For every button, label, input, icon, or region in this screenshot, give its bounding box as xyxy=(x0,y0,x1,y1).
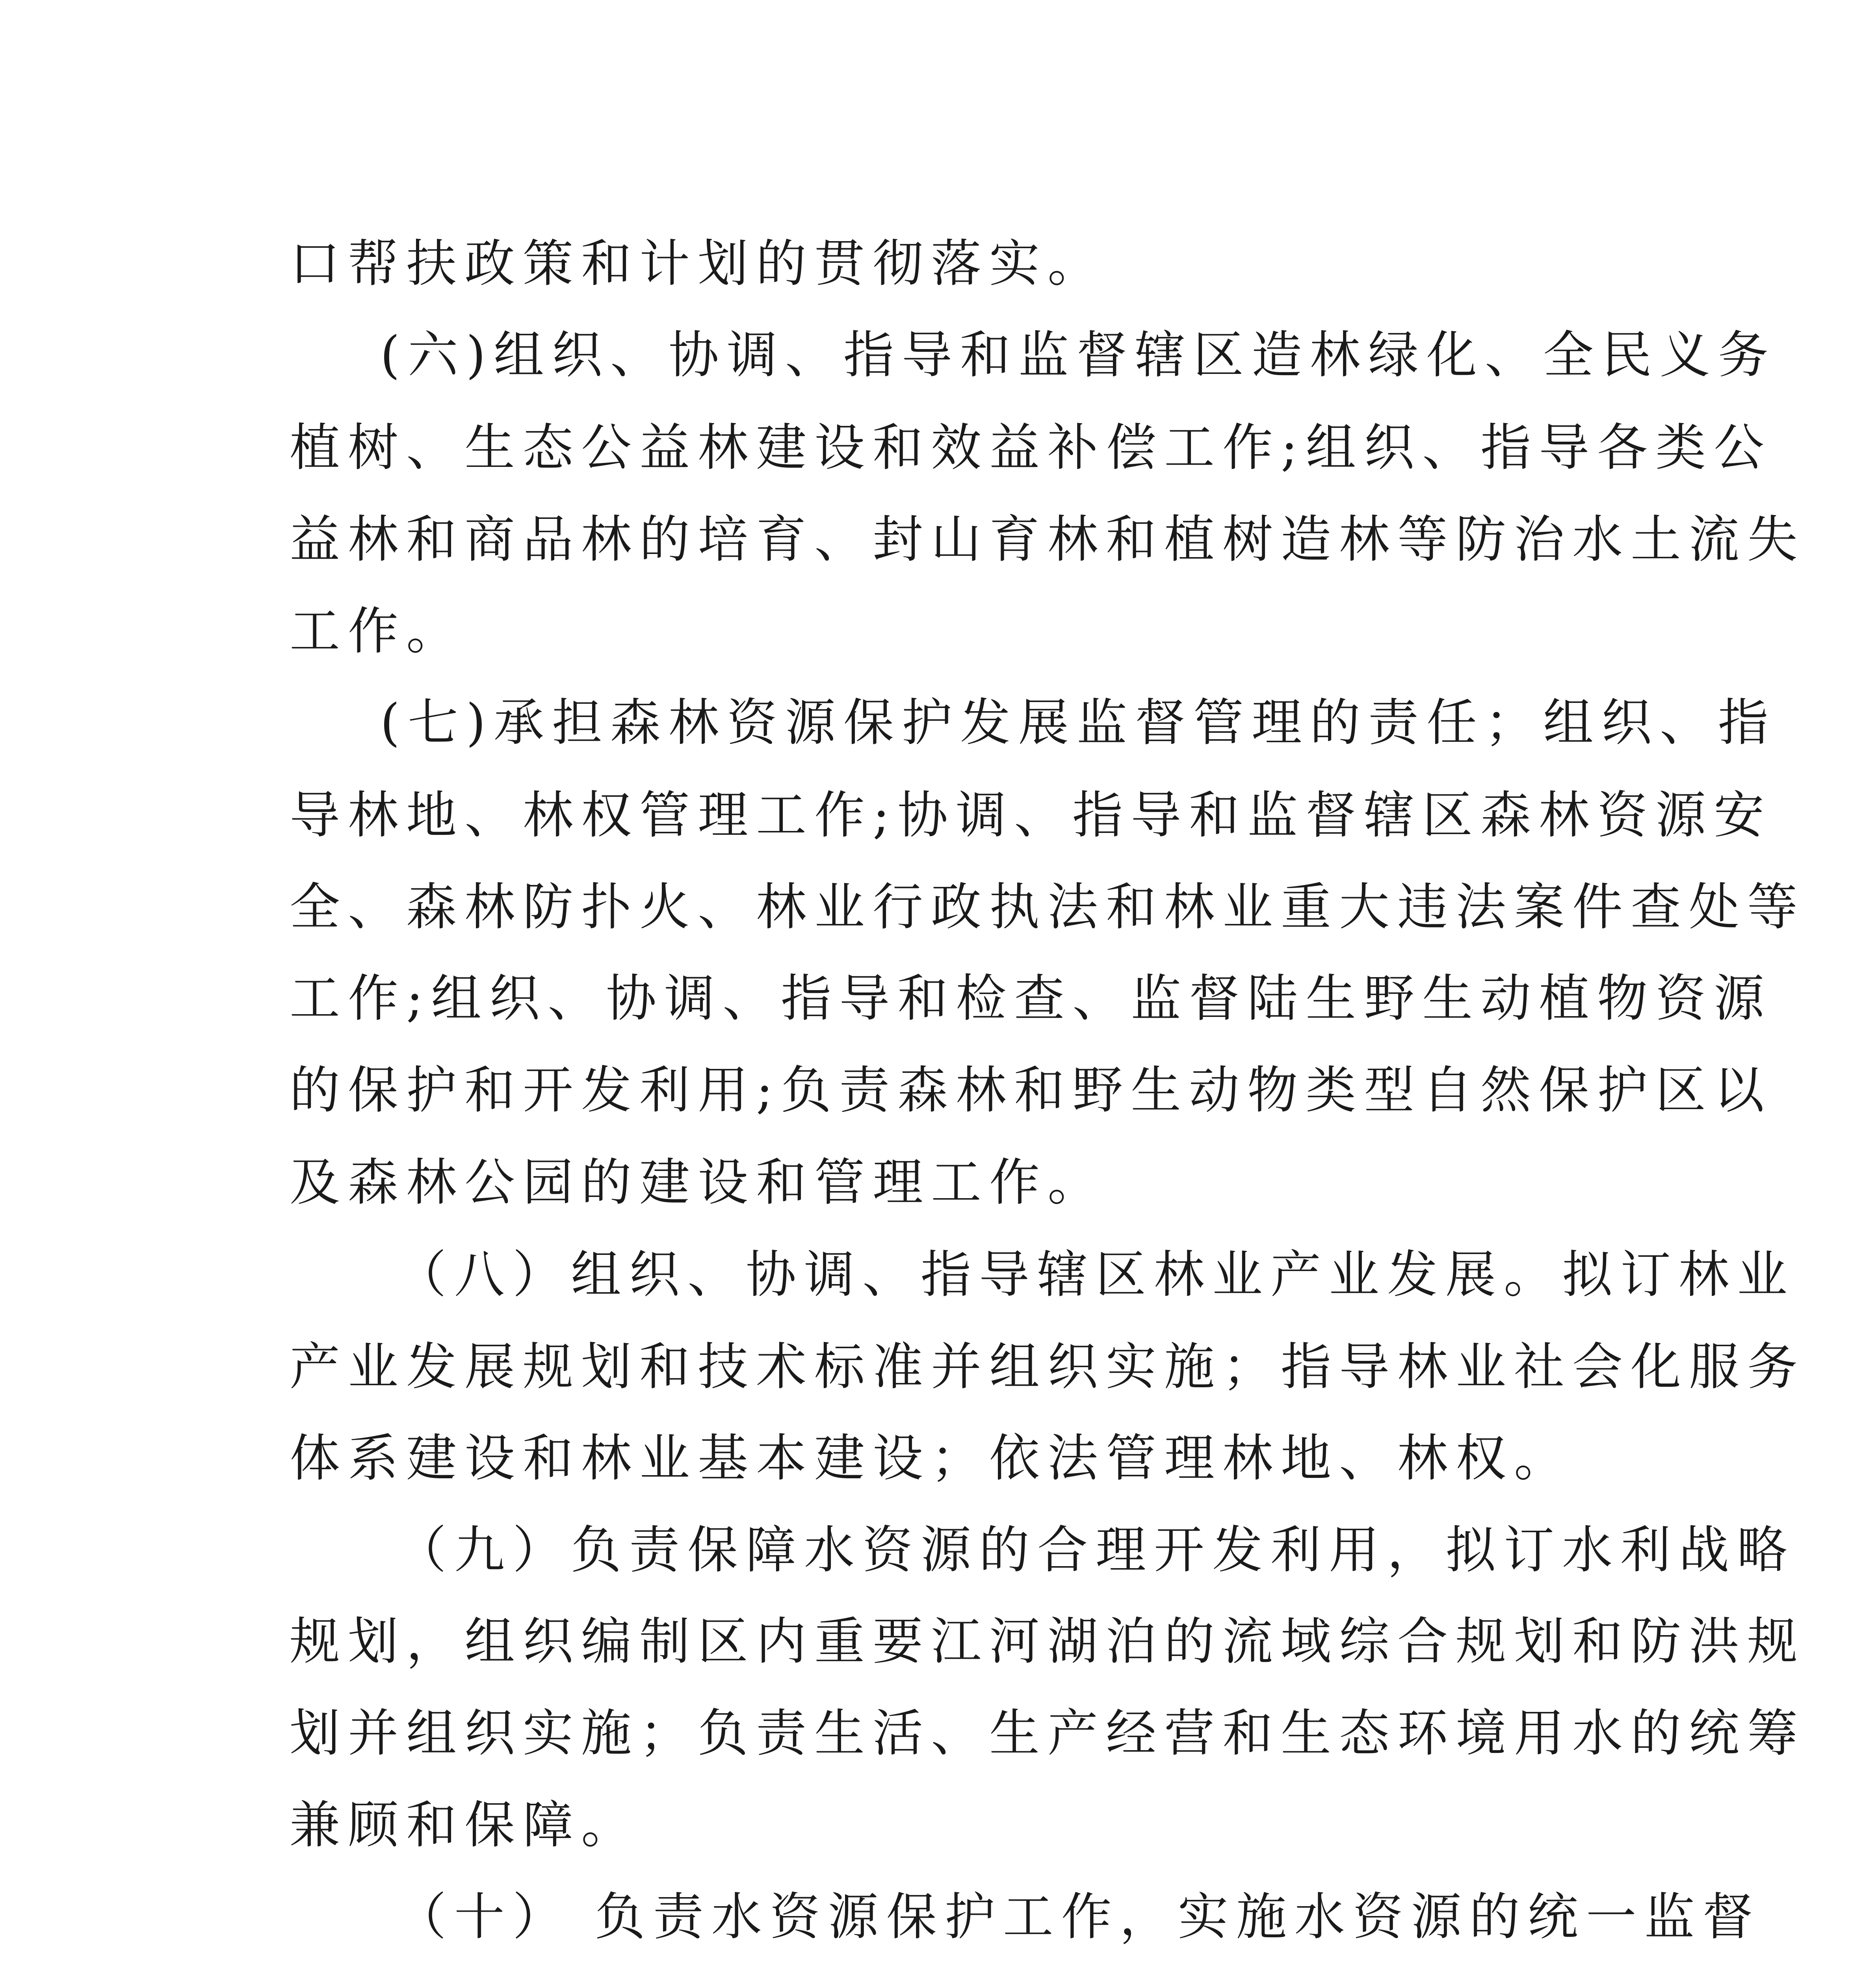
text-line: (七)承担森林资源保护发展监督管理的责任；组织、指 xyxy=(380,693,1776,752)
text-line: 口帮扶政策和计划的贯彻落实。 xyxy=(290,234,1106,293)
text-line: （九）负责保障水资源的合理开发利用，拟订水利战略 xyxy=(396,1521,1796,1580)
text-line: 划并组织实施；负责生活、生产经营和生态环境用水的统筹 xyxy=(290,1704,1806,1763)
text-line: (六)组织、协调、指导和监督辖区造林绿化、全民义务 xyxy=(380,326,1776,385)
text-line: 益林和商品林的培育、封山育林和植树造林等防治水土流失 xyxy=(290,510,1806,569)
text-line: 及森林公园的建设和管理工作。 xyxy=(290,1153,1106,1212)
text-line: （八）组织、协调、指导辖区林业产业发展。拟订林业 xyxy=(396,1245,1796,1304)
text-line: 工作。 xyxy=(290,602,465,661)
text-line: 导林地、林权管理工作;协调、指导和监督辖区森林资源安 xyxy=(290,786,1772,845)
text-line: 体系建设和林业基本建设；依法管理林地、林权。 xyxy=(290,1429,1573,1488)
text-line: 产业发展规划和技术标准并组织实施；指导林业社会化服务 xyxy=(290,1338,1806,1396)
text-line: （十） 负责水资源保护工作，实施水资源的统一监督 xyxy=(396,1888,1761,1946)
text-line: 植树、生态公益林建设和效益补偿工作;组织、指导各类公 xyxy=(290,418,1772,477)
text-line: 的保护和开发利用;负责森林和野生动物类型自然保护区以 xyxy=(290,1061,1772,1120)
text-line: 工作;组织、协调、指导和检查、监督陆生野生动植物资源 xyxy=(290,969,1772,1028)
text-line: 全、森林防扑火、林业行政执法和林业重大违法案件查处等 xyxy=(290,878,1806,937)
text-line: 规划，组织编制区内重要江河湖泊的流域综合规划和防洪规 xyxy=(290,1612,1806,1671)
text-line: 兼顾和保障。 xyxy=(290,1796,640,1855)
